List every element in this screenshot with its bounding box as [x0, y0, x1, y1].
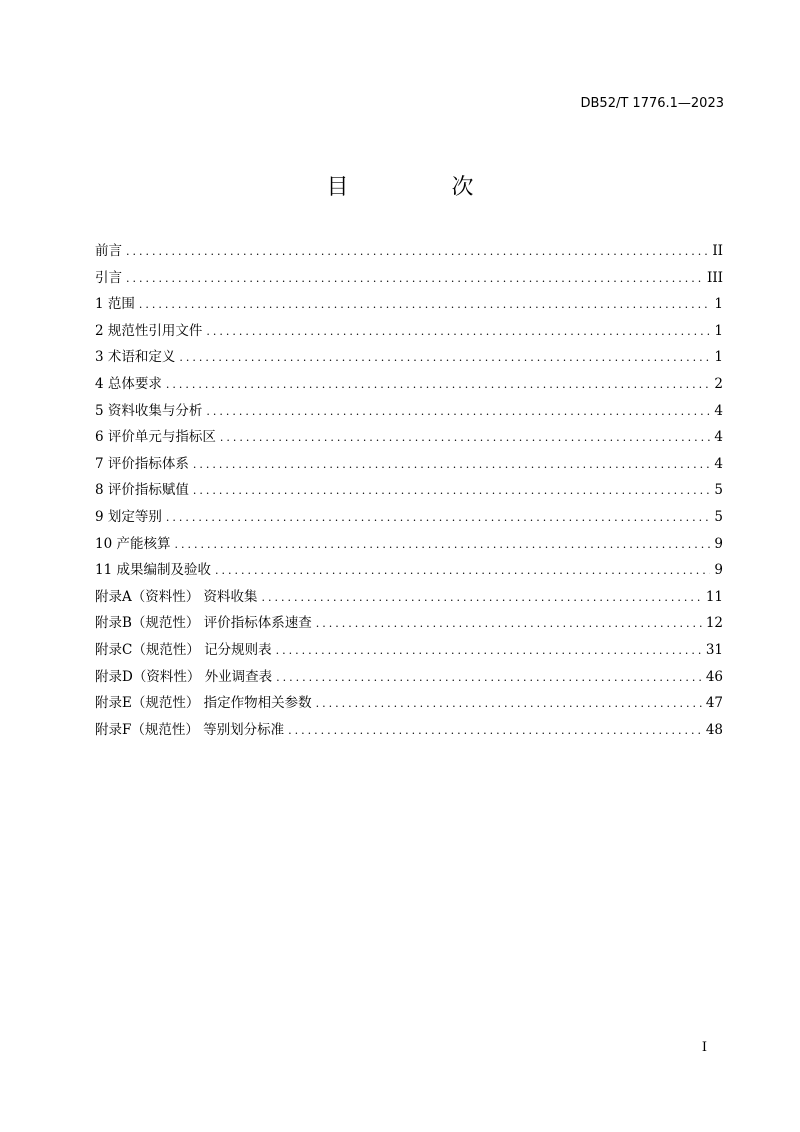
toc-entry-page: 9 — [714, 562, 723, 579]
toc-entry-page: 1 — [714, 349, 723, 366]
toc-leader — [193, 478, 711, 505]
toc-leader — [262, 585, 702, 612]
toc-entry-label: 5 资料收集与分析 — [95, 402, 203, 419]
toc-entry-label: 附录D（资料性） 外业调查表 — [95, 668, 273, 685]
toc-entry-page: 5 — [714, 482, 723, 499]
toc-entry[interactable] — [95, 265, 723, 292]
toc-leader — [206, 319, 710, 346]
toc-entry-page: 4 — [714, 402, 723, 419]
toc-entry-page: 1 — [714, 296, 723, 313]
toc-entry-label: 附录A（资料性） 资料收集 — [95, 588, 258, 605]
toc-leader — [276, 638, 702, 665]
toc-leader — [276, 665, 702, 692]
toc-entry[interactable] — [95, 477, 723, 504]
toc-entry[interactable] — [95, 424, 723, 451]
toc-leader — [166, 505, 711, 532]
toc-entry[interactable] — [95, 371, 723, 398]
toc-entry-page: 1 — [714, 322, 723, 339]
toc-entry[interactable] — [95, 610, 723, 637]
toc-entry-page: 46 — [705, 668, 723, 685]
toc-entry-label: 2 规范性引用文件 — [95, 322, 203, 339]
toc-entry-label: 3 术语和定义 — [95, 349, 176, 366]
toc-entry[interactable] — [95, 344, 723, 371]
page-number: I — [701, 1040, 707, 1055]
toc-entry-label: 10 产能核算 — [95, 535, 171, 552]
toc-entry[interactable] — [95, 238, 723, 265]
toc-entry-page: III — [707, 269, 723, 286]
toc-entry[interactable] — [95, 557, 723, 584]
toc-entry-label: 附录B（规范性） 评价指标体系速查 — [95, 615, 312, 632]
toc-entry-page: 5 — [714, 508, 723, 525]
toc-leader — [174, 532, 710, 559]
toc-leader — [126, 239, 708, 266]
toc-entry-label: 附录E（规范性） 指定作物相关参数 — [95, 695, 312, 712]
toc-entry-page: 12 — [705, 615, 723, 632]
toc-entry[interactable] — [95, 531, 723, 558]
toc-entry-page: 9 — [714, 535, 723, 552]
document-code: DB52/T 1776.1—2023 — [580, 96, 724, 111]
toc-entry[interactable] — [95, 291, 723, 318]
toc-entry[interactable] — [95, 717, 723, 744]
toc-leader — [179, 345, 710, 372]
toc-entry-label: 8 评价指标赋值 — [95, 482, 189, 499]
toc-entry-label: 7 评价指标体系 — [95, 455, 189, 472]
toc-entry[interactable] — [95, 664, 723, 691]
toc-entry-label: 11 成果编制及验收 — [95, 562, 211, 579]
toc-entry-label: 1 范围 — [95, 296, 135, 313]
toc-entry-label: 9 划定等别 — [95, 508, 162, 525]
toc-leader — [215, 558, 710, 585]
toc-entry-label: 4 总体要求 — [95, 375, 162, 392]
toc-entry-page: 11 — [705, 588, 723, 605]
toc-entry[interactable] — [95, 584, 723, 611]
toc-entry[interactable] — [95, 398, 723, 425]
toc-entry-page: 4 — [714, 455, 723, 472]
toc-entry-label: 6 评价单元与指标区 — [95, 429, 216, 446]
page-title: 目 次 — [326, 175, 522, 200]
toc-entry-page: 4 — [714, 429, 723, 446]
toc-leader — [316, 691, 702, 718]
toc-entry-page: 47 — [705, 695, 723, 712]
toc-entry[interactable] — [95, 451, 723, 478]
toc-leader — [316, 611, 702, 638]
toc-entry[interactable] — [95, 504, 723, 531]
toc-entry-page: 48 — [705, 721, 723, 738]
toc-entry-label: 附录F（规范性） 等别划分标准 — [95, 721, 285, 738]
toc-leader — [139, 292, 711, 319]
toc-leader — [166, 372, 711, 399]
toc-leader — [220, 425, 711, 452]
toc-leader — [126, 266, 703, 293]
toc-entry-label: 引言 — [95, 269, 122, 286]
toc-leader — [206, 399, 710, 426]
toc-entry-label: 前言 — [95, 243, 122, 259]
toc-entry-label: 附录C（规范性） 记分规则表 — [95, 641, 272, 658]
toc-entry[interactable] — [95, 318, 723, 345]
toc-entry-page: 2 — [714, 375, 723, 392]
toc-leader — [193, 452, 711, 479]
toc-entry-page: 31 — [705, 641, 723, 658]
table-of-contents — [95, 238, 723, 743]
toc-entry[interactable] — [95, 637, 723, 664]
toc-leader — [288, 718, 702, 745]
toc-entry[interactable] — [95, 690, 723, 717]
toc-entry-page: II — [712, 243, 723, 259]
